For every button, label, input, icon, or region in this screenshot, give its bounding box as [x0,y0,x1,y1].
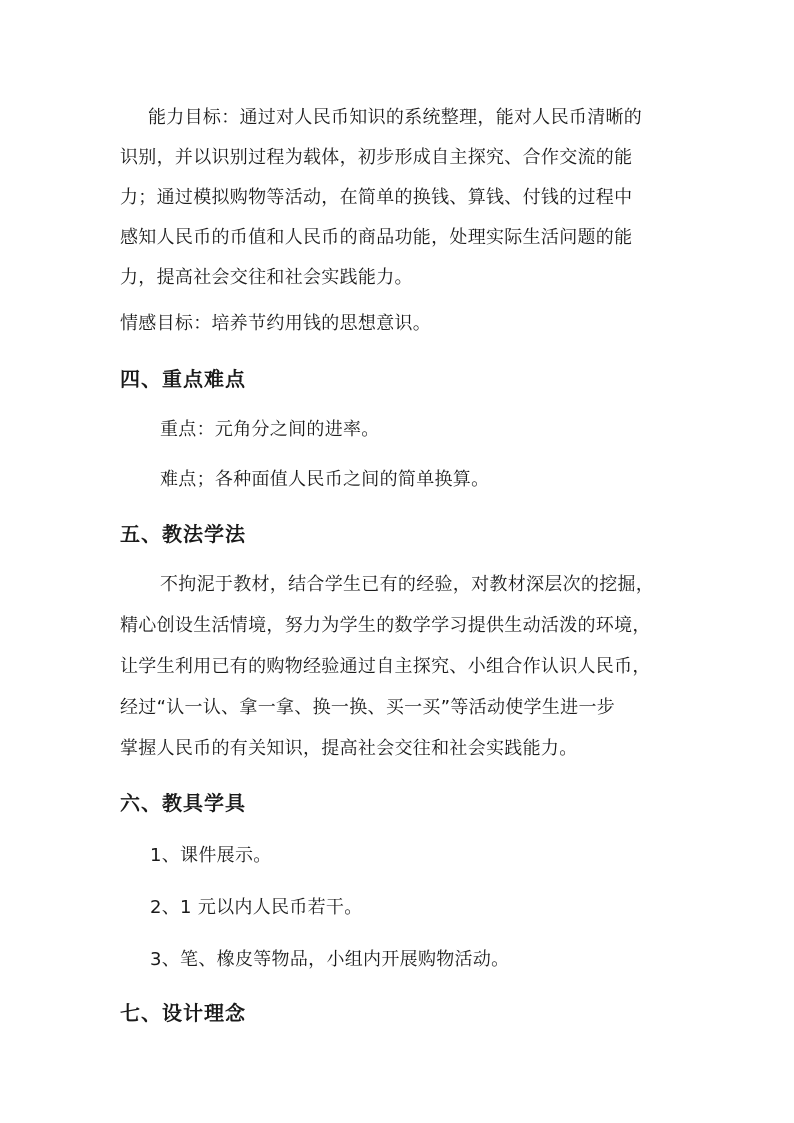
section-heading-teaching-methods: 五、教法学法 [120,522,246,546]
ability-goal-line-4: 感知人民币的币值和人民币的商品功能，处理实际生活问题的能 [120,227,633,248]
teaching-methods-line-3: 让学生利用已有的购物经验通过自主探究、小组合作认识人民币， [120,656,651,677]
teaching-methods-line-1: 不拘泥于教材，结合学生已有的经验，对教材深层次的挖掘， [160,574,655,595]
ability-goal-line-3: 力；通过模拟购物等活动，在简单的换钱、算钱、付钱的过程中 [120,187,633,208]
ability-goal-line-2: 识别，并以识别过程为载体，初步形成自主探究、合作交流的能 [120,147,633,168]
ability-goal-line-1: 能力目标：通过对人民币知识的系统整理，能对人民币清晰的 [148,107,643,128]
teaching-aid-item-1: 1、课件展示。 [150,845,272,866]
teaching-methods-line-4: 经过“认一认、拿一拿、换一换、买一买”等活动使学生进一步 [120,697,616,718]
teaching-aid-item-3: 3、笔、橡皮等物品，小组内开展购物活动。 [150,949,510,970]
teaching-methods-line-5: 掌握人民币的有关知识，提高社会交往和社会实践能力。 [120,738,578,759]
key-point-item: 重点：元角分之间的进率。 [160,419,380,440]
section-heading-teaching-aids: 六、教具学具 [120,791,246,815]
ability-goal-line-5: 力，提高社会交往和社会实践能力。 [120,267,413,288]
teaching-aid-item-2: 2、1 元以内人民币若干。 [150,897,363,918]
section-heading-key-points: 四、重点难点 [120,367,246,391]
emotion-goal: 情感目标：培养节约用钱的思想意识。 [120,313,432,334]
difficult-point-item: 难点；各种面值人民币之间的简单换算。 [160,469,490,490]
section-heading-design-concept: 七、设计理念 [120,1001,246,1025]
teaching-methods-line-2: 精心创设生活情境，努力为学生的数学学习提供生动活泼的环境， [120,615,651,636]
